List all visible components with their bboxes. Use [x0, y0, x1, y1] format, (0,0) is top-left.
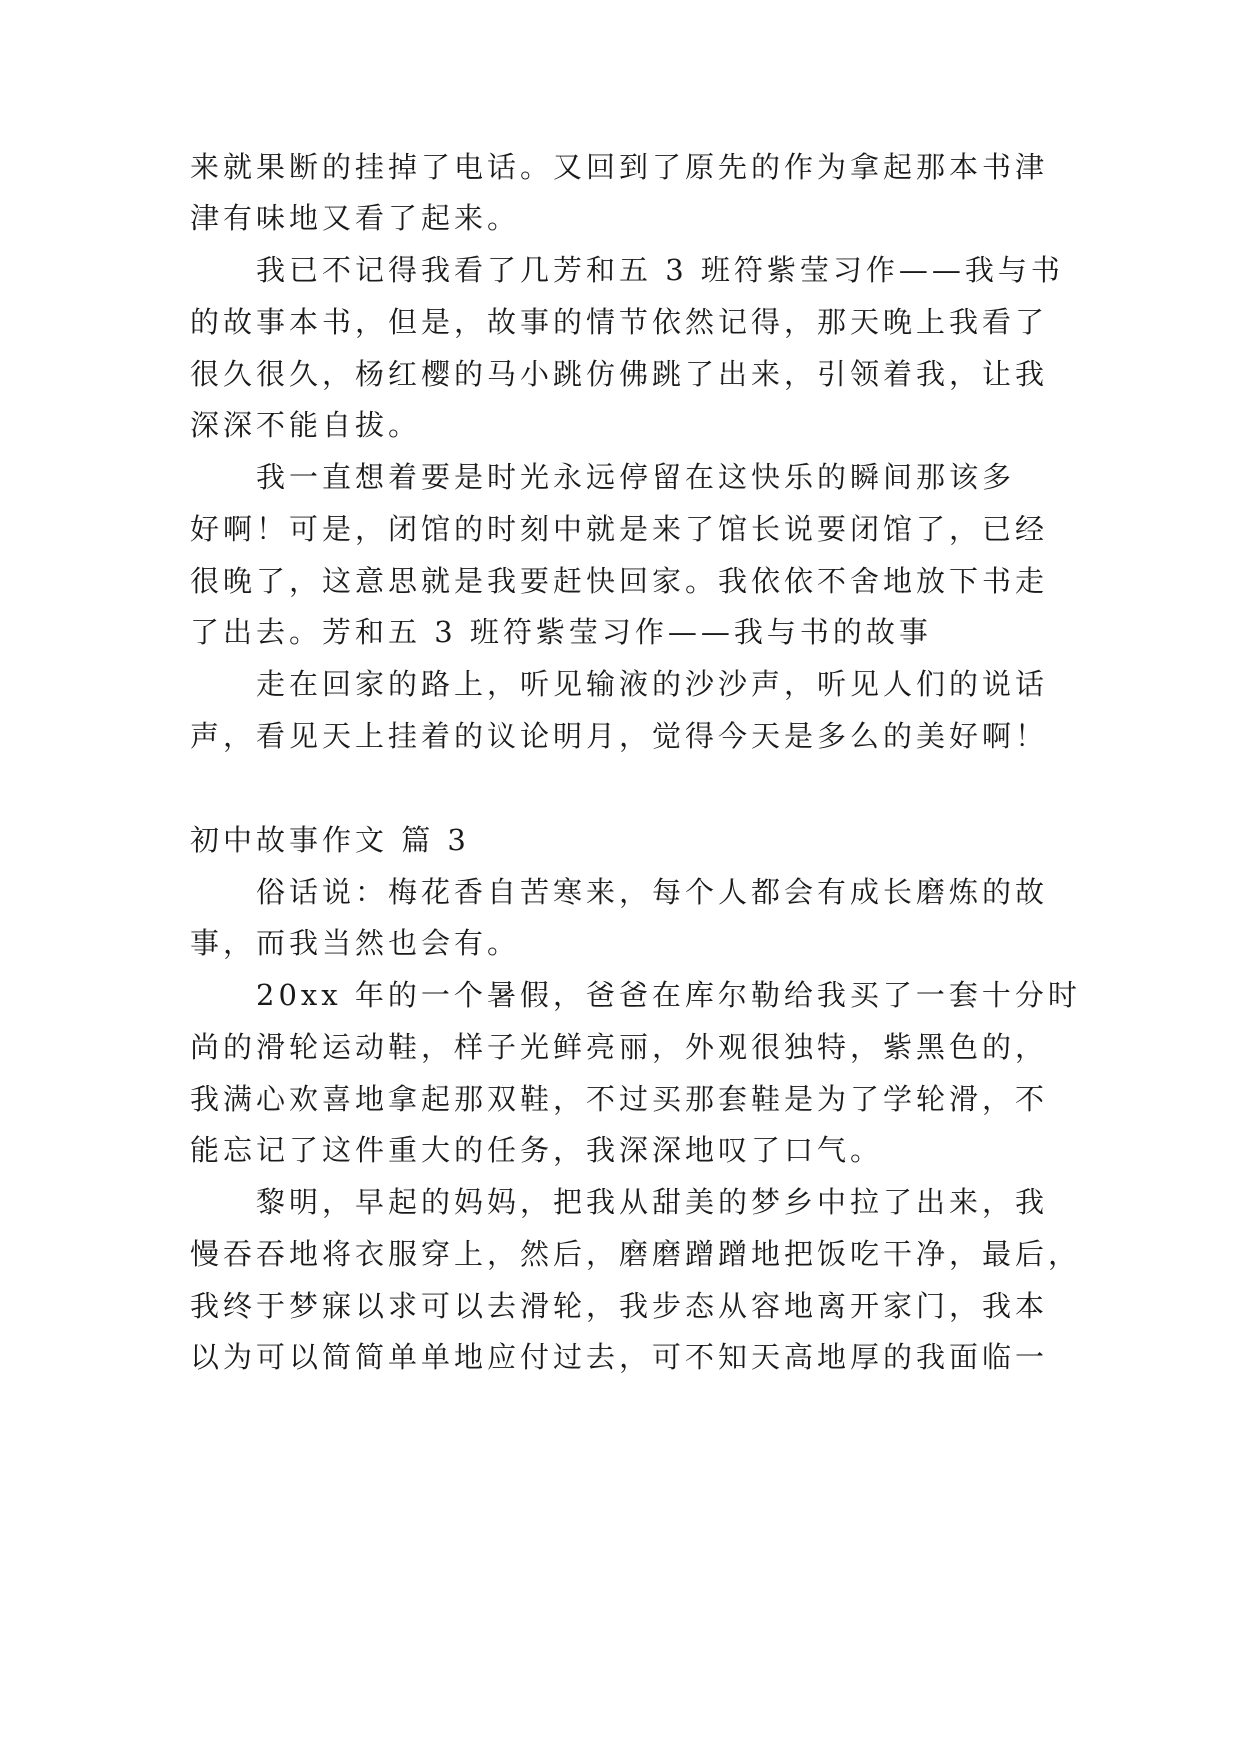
paragraph-line: 尚的滑轮运动鞋，样子光鲜亮丽，外观很独特，紫黑色的， [190, 1030, 1049, 1064]
paragraph-line: 很晚了，这意思就是我要赶快回家。我依依不舍地放下书走 [190, 564, 1049, 598]
paragraph-line: 深深不能自拔。 [190, 408, 422, 442]
paragraph-line: 走在回家的路上，听见输液的沙沙声，听见人们的说话 [256, 667, 1049, 701]
paragraph-line: 来就果断的挂掉了电话。又回到了原先的作为拿起那本书津 [190, 150, 1049, 184]
paragraph-line: 我满心欢喜地拿起那双鞋，不过买那套鞋是为了学轮滑，不 [190, 1082, 1049, 1116]
paragraph-line: 俗话说：梅花香自苦寒来，每个人都会有成长磨炼的故 [256, 875, 1049, 909]
paragraph-line: 好啊！可是，闭馆的时刻中就是来了馆长说要闭馆了，已经 [190, 512, 1049, 546]
paragraph-line: 我一直想着要是时光永远停留在这快乐的瞬间那该多 [256, 460, 1016, 494]
paragraph-line: 津有味地又看了起来。 [190, 201, 521, 235]
paragraph-line: 的故事本书，但是，故事的情节依然记得，那天晚上我看了 [190, 305, 1049, 339]
paragraph-line: 我终于梦寐以求可以去滑轮，我步态从容地离开家门，我本 [190, 1289, 1049, 1323]
paragraph-line: 以为可以简简单单地应付过去，可不知天高地厚的我面临一 [190, 1340, 1049, 1374]
paragraph-line: 事，而我当然也会有。 [190, 926, 521, 960]
paragraph-line: 能忘记了这件重大的任务，我深深地叹了口气。 [190, 1133, 884, 1167]
paragraph-line: 了出去。芳和五 3 班符紫莹习作——我与书的故事 [190, 615, 932, 649]
section-title: 初中故事作文 篇 3 [190, 823, 470, 857]
paragraph-line: 慢吞吞地将衣服穿上，然后，磨磨蹭蹭地把饭吃干净，最后， [190, 1237, 1082, 1271]
paragraph-line: 黎明，早起的妈妈，把我从甜美的梦乡中拉了出来，我 [256, 1185, 1049, 1219]
paragraph-line: 声，看见天上挂着的议论明月，觉得今天是多么的美好啊！ [190, 719, 1049, 753]
paragraph-line: 20xx 年的一个暑假，爸爸在库尔勒给我买了一套十分时 [256, 978, 1081, 1012]
paragraph-line: 我已不记得我看了几芳和五 3 班符紫莹习作——我与书 [256, 253, 1064, 287]
paragraph-line: 很久很久，杨红樱的马小跳仿佛跳了出来，引领着我，让我 [190, 357, 1049, 391]
